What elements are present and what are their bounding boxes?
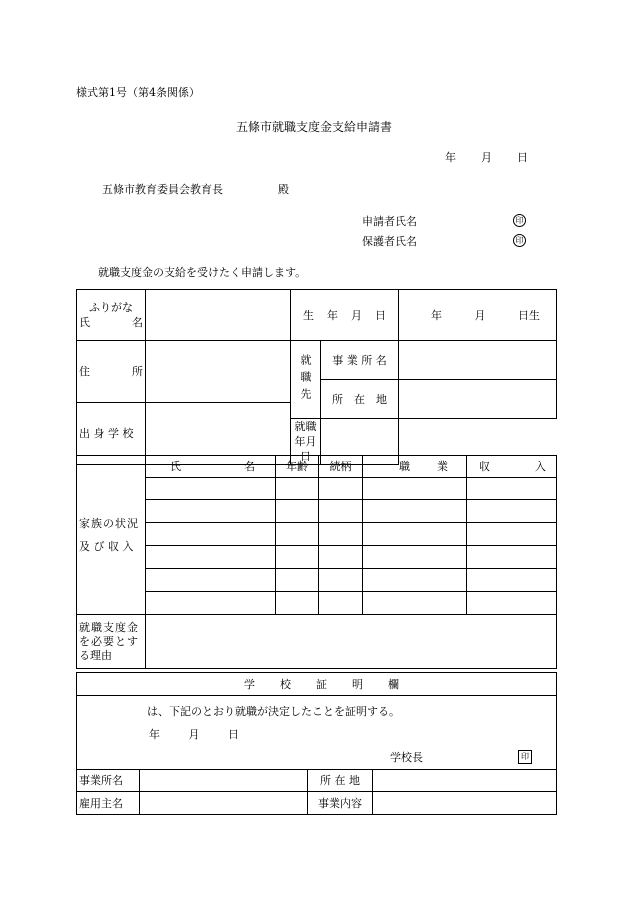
applicant-name-label: 申請者氏名 xyxy=(362,215,417,228)
table-row xyxy=(77,500,557,523)
cert-business-label: 事業内容 xyxy=(308,792,373,815)
seal-icon: 印 xyxy=(513,234,526,247)
address-char: 住 xyxy=(79,365,90,378)
family-cell[interactable] xyxy=(319,478,363,500)
family-cell[interactable] xyxy=(467,546,557,569)
family-cell[interactable] xyxy=(319,523,363,546)
family-cell[interactable] xyxy=(363,478,467,500)
family-cell[interactable] xyxy=(467,478,557,500)
family-cell[interactable] xyxy=(276,478,319,500)
dob-year: 年 xyxy=(431,308,442,322)
location-value[interactable] xyxy=(399,380,557,419)
dob-char: 日 xyxy=(375,308,386,322)
reason-label-line2: を必要とす xyxy=(79,634,139,648)
seal-icon: 印 xyxy=(518,750,532,764)
col-header-relation: 続柄 xyxy=(319,456,363,478)
address-char: 所 xyxy=(132,365,143,378)
family-label-line2: 及 び 収 入 xyxy=(79,540,134,553)
form-number: 様式第1号（第4条関係） xyxy=(76,86,200,99)
cert-location-label: 所 在 地 xyxy=(308,770,373,792)
employment-date-label: 就職年月日 xyxy=(291,419,321,465)
dob-value[interactable] xyxy=(399,290,557,341)
col-header-age: 年齢 xyxy=(276,456,319,478)
addressee: 五條市教育委員会教育長 xyxy=(102,183,223,196)
date-day: 日 xyxy=(517,151,528,164)
guardian-name-label: 保護者氏名 xyxy=(362,235,417,248)
cert-date-year: 年 xyxy=(149,728,160,741)
cert-business-value[interactable] xyxy=(373,792,557,815)
reason-label-line1 xyxy=(79,621,143,635)
name-label-cell xyxy=(77,290,146,341)
location-label: 所 在 地 xyxy=(321,380,399,419)
family-cell[interactable] xyxy=(146,500,276,523)
table-row xyxy=(77,478,557,500)
dob-label xyxy=(291,290,399,341)
cert-date xyxy=(149,727,239,742)
cert-office-name-value[interactable] xyxy=(140,770,308,792)
family-cell[interactable] xyxy=(319,500,363,523)
family-cell[interactable] xyxy=(276,546,319,569)
cert-header-char: 校 xyxy=(280,677,291,691)
family-cell[interactable] xyxy=(467,523,557,546)
dob-month: 月 xyxy=(474,308,486,322)
header-char: 名 xyxy=(244,460,255,473)
guardian-seal xyxy=(513,233,526,247)
cert-office-name-label: 事業所名 xyxy=(77,770,140,792)
applicant-seal xyxy=(513,213,526,227)
cert-header-char: 欄 xyxy=(388,677,399,691)
cert-employer-label: 雇用主名 xyxy=(77,792,140,815)
reason-text: 就職支度金 xyxy=(79,620,139,634)
address-label xyxy=(77,341,146,403)
office-name-value[interactable] xyxy=(399,341,557,380)
principal-label: 学校長 xyxy=(390,751,423,764)
cert-date-month: 月 xyxy=(188,728,200,741)
date-year: 年 xyxy=(445,151,456,164)
col-header-occupation xyxy=(363,456,467,478)
family-cell[interactable] xyxy=(276,523,319,546)
document-title: 五條市就職支度金支給申請書 xyxy=(236,120,393,134)
family-cell[interactable] xyxy=(319,592,363,615)
family-cell[interactable] xyxy=(319,569,363,592)
family-cell[interactable] xyxy=(276,592,319,615)
family-cell[interactable] xyxy=(319,546,363,569)
family-cell[interactable] xyxy=(363,592,467,615)
family-cell[interactable] xyxy=(467,569,557,592)
family-cell[interactable] xyxy=(146,523,276,546)
dob-day: 日生 xyxy=(518,308,540,322)
office-name-label: 事 業 所 名 xyxy=(321,341,399,380)
header-char: 入 xyxy=(535,460,546,473)
header-char: 収 xyxy=(479,460,490,473)
school-cert-table xyxy=(76,672,557,815)
header-char: 氏 xyxy=(170,460,181,473)
reason-label xyxy=(77,615,146,669)
header-char: 業 xyxy=(437,460,448,473)
date-month: 月 xyxy=(481,151,492,164)
cert-body xyxy=(77,696,557,770)
table-row xyxy=(77,523,557,546)
family-cell[interactable] xyxy=(363,500,467,523)
cert-location-value[interactable] xyxy=(373,770,557,792)
cert-header-char: 学 xyxy=(244,677,255,691)
family-cell[interactable] xyxy=(146,478,276,500)
family-cell[interactable] xyxy=(146,546,276,569)
table-row xyxy=(77,592,557,615)
family-cell[interactable] xyxy=(363,546,467,569)
name-value[interactable] xyxy=(146,290,291,341)
family-cell[interactable] xyxy=(276,569,319,592)
principal-seal xyxy=(518,748,532,764)
col-header-name xyxy=(146,456,276,478)
cert-employer-value[interactable] xyxy=(140,792,308,815)
reason-label-line3: る理由 xyxy=(79,648,112,662)
employment-vertical-label: 就職先 xyxy=(299,354,312,405)
family-cell[interactable] xyxy=(146,592,276,615)
name-label-b: 名 xyxy=(132,316,143,329)
request-statement: 就職支度金の支給を受けたく申請します。 xyxy=(98,266,307,279)
dob-char: 年 xyxy=(327,308,338,322)
dob-char: 生 xyxy=(303,308,314,322)
table-row xyxy=(77,546,557,569)
family-cell[interactable] xyxy=(363,523,467,546)
family-cell[interactable] xyxy=(276,500,319,523)
reason-value[interactable] xyxy=(146,615,557,669)
employment-label xyxy=(291,341,321,419)
seal-icon: 印 xyxy=(513,214,526,227)
family-label xyxy=(77,456,146,615)
col-header-income xyxy=(467,456,557,478)
honorific: 殿 xyxy=(278,183,289,196)
family-cell[interactable] xyxy=(467,592,557,615)
dob-char: 月 xyxy=(351,308,362,322)
family-cell[interactable] xyxy=(467,500,557,523)
family-table xyxy=(76,455,557,669)
address-value[interactable] xyxy=(146,341,291,403)
family-cell[interactable] xyxy=(363,569,467,592)
family-label-line1: 家族の状況 xyxy=(79,517,139,530)
name-label-a: 氏 xyxy=(79,316,90,329)
furigana-label: ふりがな xyxy=(89,301,133,314)
cert-header-char: 明 xyxy=(352,677,363,691)
cert-header xyxy=(77,673,557,696)
cert-date-day: 日 xyxy=(228,728,239,741)
family-cell[interactable] xyxy=(146,569,276,592)
school-label: 出 身 学 校 xyxy=(77,403,146,465)
table-row xyxy=(77,569,557,592)
cert-statement: は、下記のとおり就職が決定したことを証明する。 xyxy=(147,705,400,718)
header-char: 職 xyxy=(399,460,410,473)
cert-header-char: 証 xyxy=(316,677,327,691)
applicant-info-table xyxy=(76,289,557,465)
